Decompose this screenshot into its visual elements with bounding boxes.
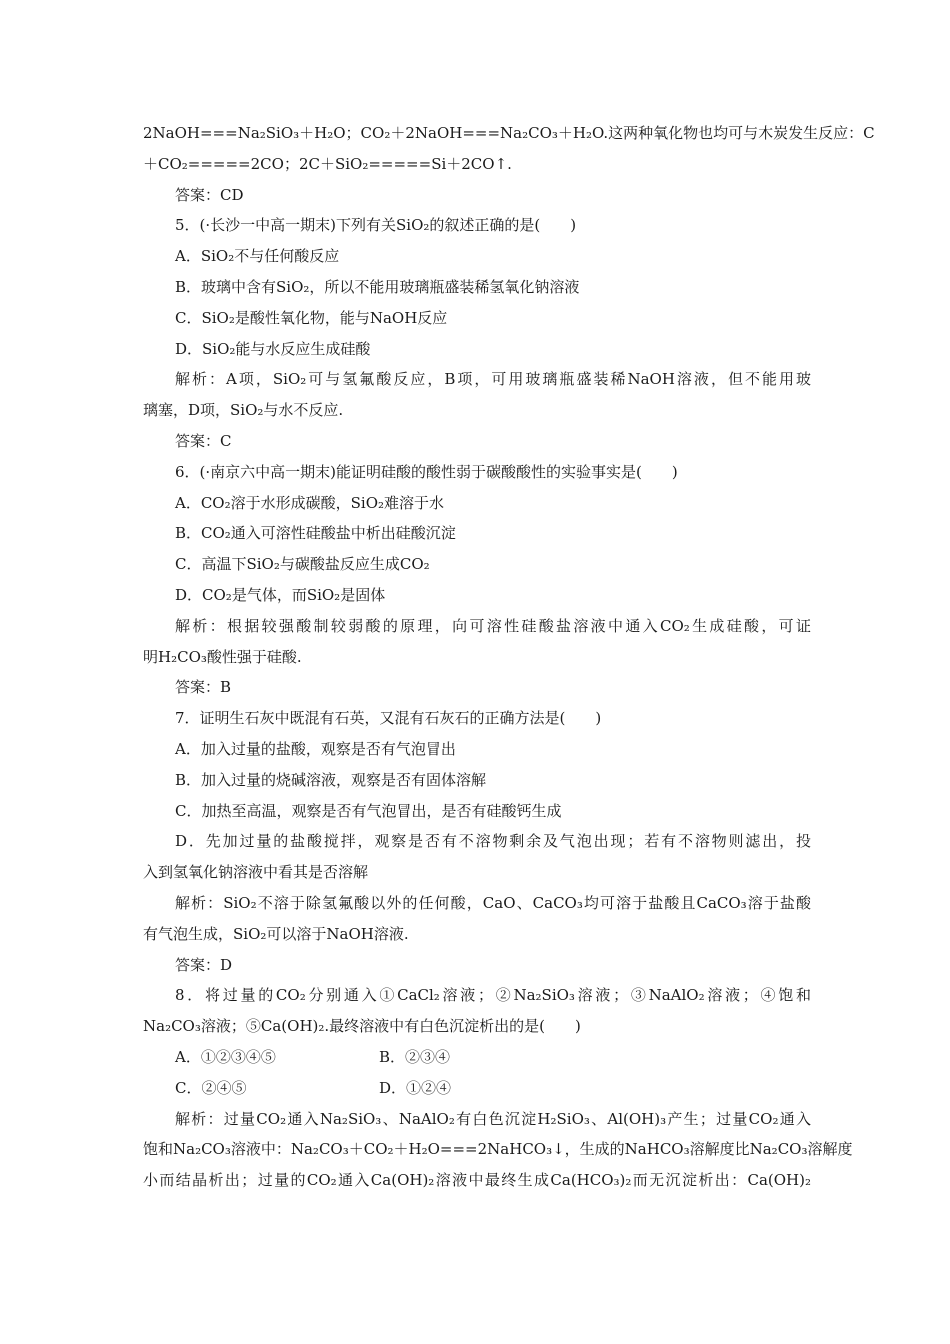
question-option: D．①②④ bbox=[379, 1078, 452, 1097]
question-option: C．SiO₂是酸性氧化物，能与NaOH反应 bbox=[175, 308, 448, 327]
options-row bbox=[143, 1042, 811, 1073]
question-5-stem: 5．(·长沙一中高一期末)下列有关SiO₂的叙述正确的是( ) bbox=[175, 216, 577, 235]
analysis-line: 解析：SiO₂不溶于除氢氟酸以外的任何酸，CaO、CaCO₃均可溶于盐酸且CaCO₃溶于盐酸 bbox=[175, 893, 811, 912]
analysis-line: 解析：A项，SiO₂可与氢氟酸反应，B项，可用玻璃瓶盛装稀NaOH溶液，但不能用玻 bbox=[175, 370, 811, 389]
question-option: C．②④⑤ bbox=[175, 1078, 247, 1097]
answer-line: 答案：B bbox=[175, 678, 232, 697]
question-option: A．加入过量的盐酸，观察是否有气泡冒出 bbox=[175, 739, 456, 758]
analysis-line: 解析：根据较强酸制较弱酸的原理，向可溶性硅酸盐溶液中通入CO₂生成硅酸，可证 bbox=[175, 616, 811, 635]
prev-solution-line: 2NaOH===Na₂SiO₃＋H₂O；CO₂＋2NaOH===Na₂CO₃＋H₂O.这两种氧化物也均可与木炭发生反应：C bbox=[143, 124, 875, 142]
prev-solution-line: ＋CO₂=====2CO；2C＋SiO₂=====Si＋2CO↑. bbox=[143, 154, 512, 173]
answer-line: 答案：CD bbox=[175, 185, 244, 204]
analysis-line: 饱和Na₂CO₃溶液中：Na₂CO₃＋CO₂＋H₂O===2NaHCO₃↓，生成的NaHCO₃溶解度比Na₂CO₃溶解度 bbox=[143, 1140, 853, 1159]
answer-line: 答案：D bbox=[175, 955, 233, 974]
options-row bbox=[143, 1073, 811, 1104]
question-option: B．玻璃中含有SiO₂，所以不能用玻璃瓶盛装稀氢氧化钠溶液 bbox=[175, 277, 580, 296]
answer-line: 答案：C bbox=[175, 431, 232, 450]
question-6-stem: 6．(·南京六中高一期末)能证明硅酸的酸性弱于碳酸酸性的实验事实是( ) bbox=[175, 462, 678, 481]
question-option-continued: 入到氢氧化钠溶液中看其是否溶解 bbox=[143, 863, 369, 882]
question-option: D．CO₂是气体，而SiO₂是固体 bbox=[175, 585, 386, 604]
analysis-line: 小而结晶析出；过量的CO₂通入Ca(OH)₂溶液中最终生成Ca(HCO₃)₂而无沉淀析出：Ca(OH)₂ bbox=[143, 1171, 811, 1190]
question-option: B．加入过量的烧碱溶液，观察是否有固体溶解 bbox=[175, 770, 487, 789]
question-option: B．CO₂通入可溶性硅酸盐中析出硅酸沉淀 bbox=[175, 524, 456, 543]
question-8-stem-continued: Na₂CO₃溶液；⑤Ca(OH)₂.最终溶液中有白色沉淀析出的是( ) bbox=[143, 1017, 581, 1036]
question-option: C．加热至高温，观察是否有气泡冒出，是否有硅酸钙生成 bbox=[175, 801, 562, 820]
document-page bbox=[143, 118, 875, 1196]
question-option: B．②③④ bbox=[379, 1047, 451, 1066]
analysis-line: 璃塞，D项，SiO₂与水不反应. bbox=[143, 401, 344, 420]
question-option: D．SiO₂能与水反应生成硅酸 bbox=[175, 339, 371, 358]
analysis-line: 明H₂CO₃酸性强于硅酸. bbox=[143, 647, 302, 666]
question-option: C．高温下SiO₂与碳酸盐反应生成CO₂ bbox=[175, 555, 430, 574]
analysis-line: 有气泡生成，SiO₂可以溶于NaOH溶液. bbox=[143, 924, 409, 943]
question-8-stem: 8．将过量的CO₂分别通入①CaCl₂溶液；②Na₂SiO₃溶液；③NaAlO₂溶液；④饱和 bbox=[175, 986, 811, 1005]
question-option: A．①②③④⑤ bbox=[175, 1047, 276, 1066]
analysis-line: 解析：过量CO₂通入Na₂SiO₃、NaAlO₂有白色沉淀H₂SiO₃、Al(OH)₃产生；过量CO₂通入 bbox=[175, 1109, 811, 1128]
question-option: A．SiO₂不与任何酸反应 bbox=[175, 247, 340, 266]
question-option: A．CO₂溶于水形成碳酸，SiO₂难溶于水 bbox=[175, 493, 445, 512]
question-7-stem: 7．证明生石灰中既混有石英，又混有石灰石的正确方法是( ) bbox=[175, 709, 602, 728]
question-option: D．先加过量的盐酸搅拌，观察是否有不溶物剩余及气泡出现；若有不溶物则滤出，投 bbox=[175, 832, 811, 851]
